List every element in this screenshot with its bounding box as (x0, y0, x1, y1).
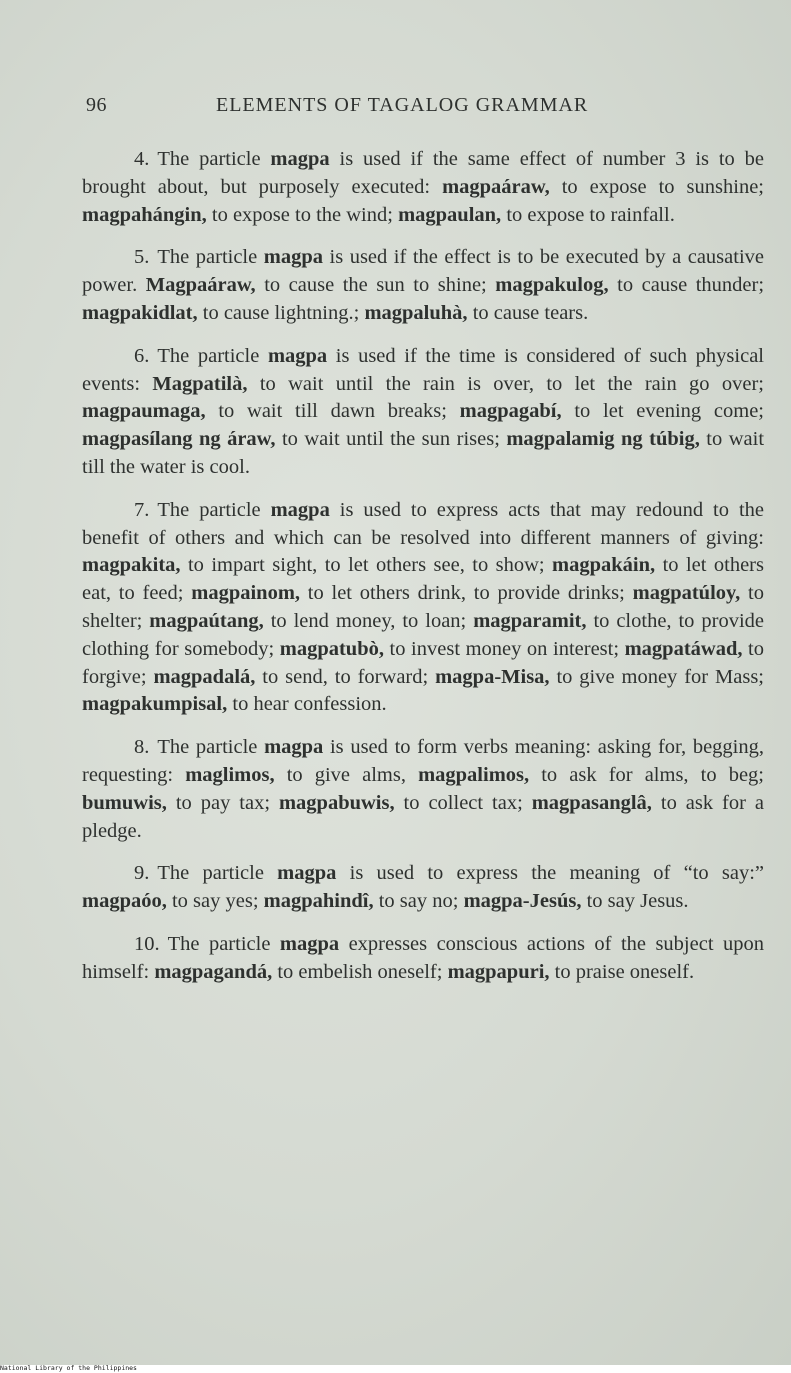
text: to invest money on interest; (383, 637, 625, 660)
text: is used if the effect is to be executed by a causative power. (82, 246, 764, 297)
text: to wait until the sun rises; (275, 428, 507, 451)
term: magpasanglâ, (531, 791, 652, 814)
text: is used if the same effect of number 3 is to be brought about, but purposely executed: (82, 148, 764, 198)
term: magpakita, (82, 554, 181, 577)
text: to say no; (373, 890, 464, 913)
term: magpaumaga, (82, 400, 206, 423)
text: to praise oneself. (549, 960, 695, 983)
term: magpalamig ng túbig, (506, 428, 700, 451)
text: is used to express acts that may redound to the benefit of others and which can be resolved into different manners of giving: (82, 498, 764, 549)
text: to shelter; (82, 582, 764, 632)
text: is used to express the meaning of “to say:” (336, 862, 764, 885)
text: to send, to forward; (255, 665, 436, 688)
paragraph-8 (82, 734, 764, 845)
term: magparamit, (473, 609, 587, 632)
term: magpa (279, 932, 340, 955)
text: The particle (157, 246, 264, 269)
text: The particle (157, 862, 278, 885)
term: magpadalá, (153, 665, 256, 688)
text: to cause lightning.; (197, 301, 365, 324)
text: is used to form verbs meaning: asking for, begging, requesting: (82, 736, 764, 786)
paragraph-number: 8. (134, 736, 150, 759)
text: The particle (157, 736, 265, 759)
paragraph-number: 6. (134, 344, 150, 367)
text: to say yes; (166, 890, 264, 913)
term: magpalimos, (418, 763, 530, 786)
text: to say Jesus. (581, 890, 689, 913)
term: magpahindî, (263, 890, 374, 913)
term: magpaáraw, (442, 175, 550, 198)
term: magpa (267, 344, 328, 367)
term: magpa (270, 498, 330, 521)
text: to collect tax; (394, 791, 532, 814)
text: to pay tax; (166, 791, 279, 814)
term: magpabuwis, (278, 791, 395, 814)
paragraph-4 (82, 146, 764, 229)
text: to ask for a pledge. (82, 791, 764, 842)
text: The particle (157, 148, 271, 170)
term: bumuwis, (82, 791, 167, 814)
text: to let evening come; (561, 400, 765, 423)
page-number: 96 (86, 94, 107, 116)
term: magpaútang, (149, 609, 264, 632)
text: The particle (167, 932, 280, 955)
term: magpakumpisal, (82, 693, 228, 716)
paragraph-9 (82, 860, 764, 916)
term: magpa (277, 862, 337, 885)
term: magpakulog, (495, 274, 609, 297)
term: magpa-Jesús, (463, 890, 582, 913)
text: to give money for Mass; (549, 665, 764, 688)
paragraph-7 (82, 497, 764, 719)
text: to give alms, (274, 763, 419, 786)
text: to expose to rainfall. (501, 203, 675, 226)
body-text (82, 146, 764, 1002)
term: magpa-Misa, (435, 665, 550, 688)
text: to wait till the water is cool. (82, 428, 765, 478)
text: to expose to the wind; (206, 203, 399, 226)
text: to cause tears. (467, 301, 589, 324)
paragraph-6 (82, 343, 764, 482)
text: to let others eat, to feed; (82, 554, 764, 605)
page-header (86, 94, 646, 122)
paragraph-number: 9. (134, 862, 150, 885)
text: The particle (157, 498, 271, 521)
term: magpatubò, (279, 637, 384, 660)
term: magpaluhà, (364, 301, 468, 324)
text: to clothe, to provide clothing for somebody; (82, 609, 764, 660)
text: to cause the sun to shine; (255, 274, 496, 297)
paragraph-number: 10. (134, 932, 160, 955)
term: maglimos, (185, 763, 275, 786)
term: magpa (264, 736, 324, 759)
text: to ask for alms, to beg; (529, 763, 764, 786)
text: to embelish oneself; (272, 960, 448, 983)
term: magpasílang ng áraw, (82, 428, 276, 451)
text: to lend money, to loan; (263, 609, 474, 632)
term: magpagandá, (154, 960, 273, 983)
term: magpagabí, (459, 400, 562, 423)
text: to wait until the rain is over, to let the rain go over; (247, 372, 764, 395)
term: magpahángin, (82, 203, 207, 226)
running-head: ELEMENTS OF TAGALOG GRAMMAR (216, 94, 589, 116)
term: magpakáin, (552, 554, 656, 577)
term: magpa (263, 246, 323, 269)
text: The particle (157, 344, 268, 367)
term: magpainom, (191, 582, 301, 605)
term: Magpaáraw, (145, 274, 256, 297)
term: magpa (270, 148, 330, 170)
paragraph-number: 7. (134, 498, 150, 521)
paragraph-number: 5. (134, 246, 150, 269)
text: is used if the time is considered of such physical events: (82, 344, 764, 395)
text: to expose to sunshine; (549, 175, 765, 198)
term: magpaóo, (82, 890, 167, 913)
text: to forgive; (82, 637, 764, 688)
term: magpakidlat, (82, 301, 198, 324)
term: magpatúloy, (632, 582, 741, 605)
term: magpapuri, (447, 960, 550, 983)
text: to cause thunder; (608, 274, 765, 297)
paragraph-10 (82, 931, 764, 987)
paragraph-number: 4. (134, 148, 150, 170)
term: magpaulan, (398, 203, 502, 226)
paragraph-5 (82, 244, 764, 327)
term: magpatáwad, (624, 637, 743, 660)
text: to hear confession. (227, 693, 387, 716)
term: Magpatilà, (152, 372, 248, 395)
library-credit: National Library of the Philippines (0, 1364, 137, 1372)
text: to impart sight, to let others see, to show; (180, 554, 553, 577)
text: to wait till dawn breaks; (205, 400, 460, 423)
text: expresses conscious actions of the subject upon himself: (82, 932, 764, 983)
text: to let others drink, to provide drinks; (300, 582, 633, 605)
